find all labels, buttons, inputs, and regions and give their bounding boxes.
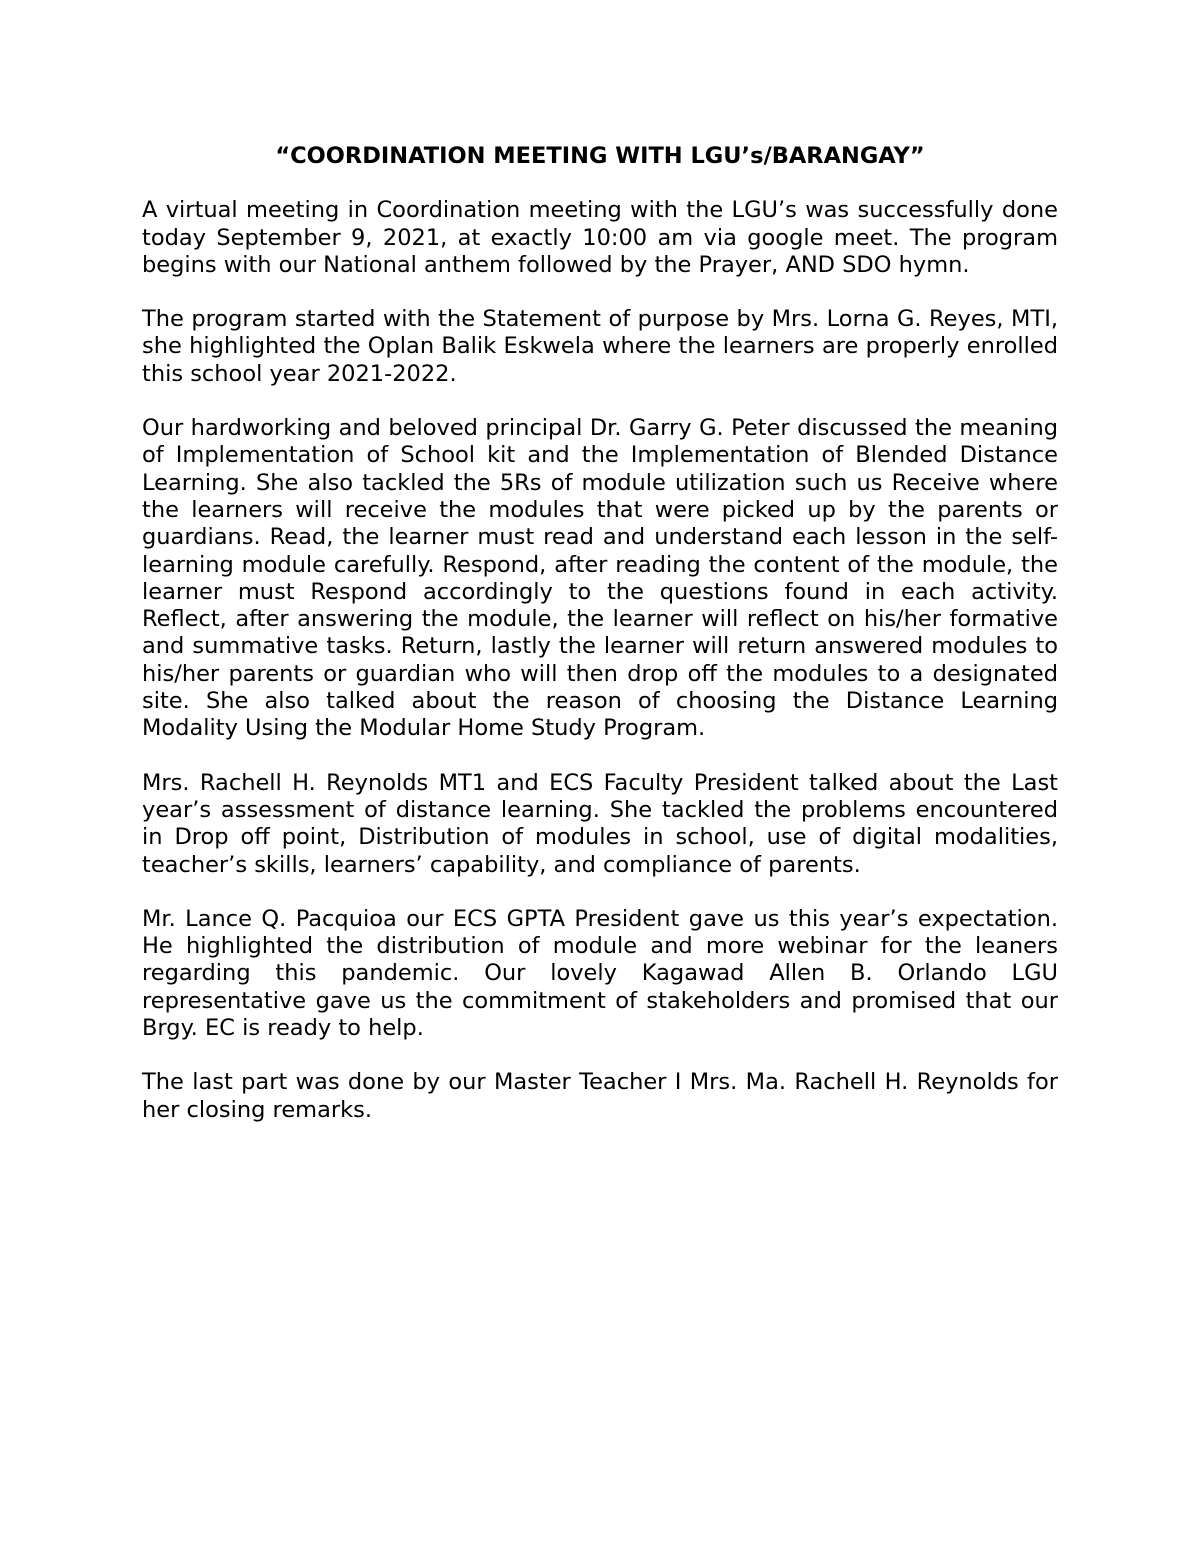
paragraph-assessment: Mrs. Rachell H. Reynolds MT1 and ECS Faculty President talked about the Last year’s assessment of distance learning. She tackled the problems encountered in Drop off point, Distribution of modules in school, use of digital modalities, teacher’s skills, learners’ capability, and compliance of parents.: [142, 769, 1058, 878]
paragraph-virtual-meeting: A virtual meeting in Coordination meeting with the LGU’s was successfully done today September 9, 2021, at exactly 10:00 am via google meet. The program begins with our National anthem followed by the Prayer, AND SDO hymn.: [142, 197, 1058, 278]
paragraph-statement-of-purpose: The program started with the Statement of purpose by Mrs. Lorna G. Reyes, MTI, she highlighted the Oplan Balik Eskwela where the learners are properly enrolled this school year 2021-2022.: [142, 306, 1058, 387]
document-title: “COORDINATION MEETING WITH LGU’s/BARANGAY”: [275, 143, 925, 169]
document-body: [142, 143, 1058, 1151]
paragraph-closing-remarks: The last part was done by our Master Teacher I Mrs. Ma. Rachell H. Reynolds for her closing remarks.: [142, 1069, 1058, 1123]
paragraph-expectations: Mr. Lance Q. Pacquioa our ECS GPTA President gave us this year’s expectation. He highlighted the distribution of module and more webinar for the leaners regarding this pandemic. Our lovely Kagawad Allen B. Orlando LGU representative gave us the commitment of stakeholders and promised that our Brgy. EC is ready to help.: [142, 905, 1058, 1042]
paragraph-principal-discussion: Our hardworking and beloved principal Dr. Garry G. Peter discussed the meaning of Implementation of School kit and the Implementation of Blended Distance Learning. She also tackled the 5Rs of module utilization such us Receive where the learners will receive the modules that were picked up by the parents or guardians. Read, the learner must read and understand each lesson in the self-learning module carefully. Respond, after reading the content of the module, the learner must Respond accordingly to the questions found in each activity. Reflect, after answering the module, the learner will reflect on his/her formative and summative tasks. Return, lastly the learner will return answered modules to his/her parents or guardian who will then drop off the modules to a designated site. She also talked about the reason of choosing the Distance Learning Modality Using the Modular Home Study Program.: [142, 415, 1058, 742]
